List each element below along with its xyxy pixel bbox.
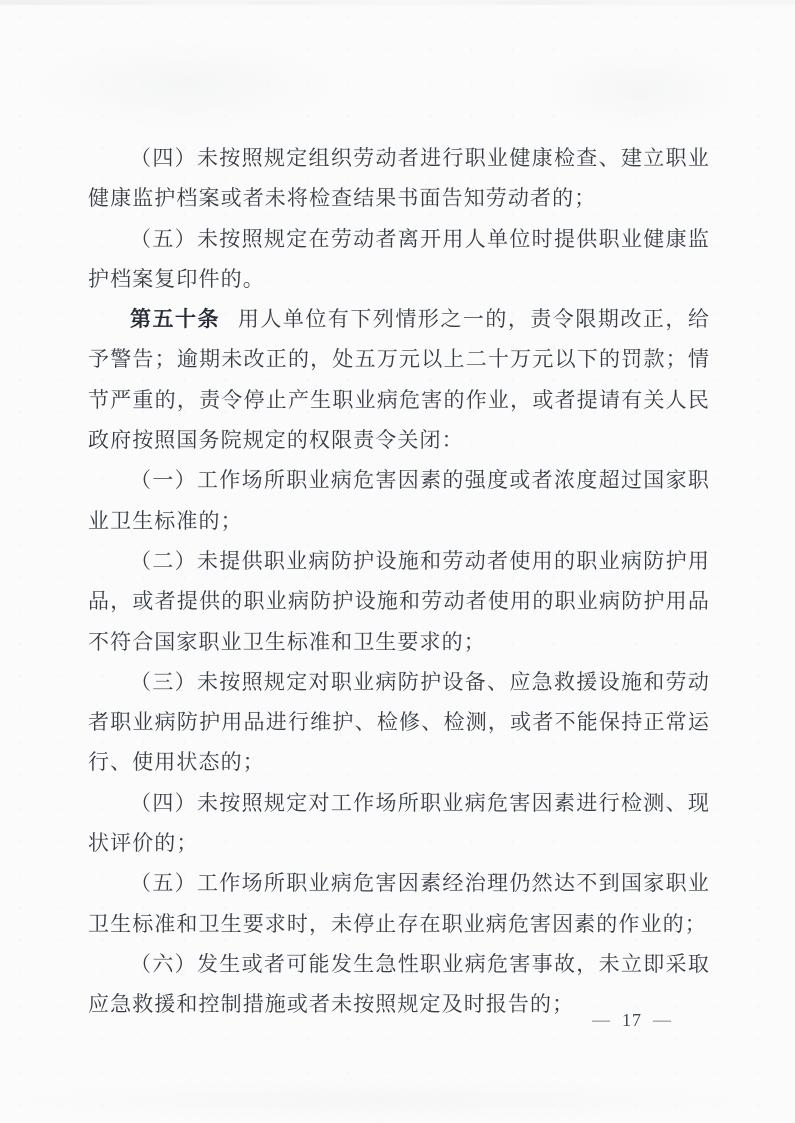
- clause-item-four: （四）未按照规定组织劳动者进行职业健康检查、建立职业健康监护档案或者未将检查结果书面告知劳动者的；: [88, 146, 710, 211]
- page-number-dash-right: —: [653, 1011, 672, 1029]
- scan-artifact-top-edge: [0, 0, 795, 5]
- article-50-subitem-5: （五）工作场所职业病危害因素经治理仍然达不到国家职业卫生标准和卫生要求时，未停止存在职业病危害因素的作业的；: [88, 871, 710, 936]
- scan-artifact-smudge: [540, 50, 740, 130]
- document-body: [88, 138, 710, 1025]
- article-50-subitem-3: （三）未按照规定对职业病防护设备、应急救援设施和劳动者职业病防护用品进行维护、检修、检测，或者不能保持正常运行、使用状态的；: [88, 669, 710, 775]
- page-number: [592, 1010, 672, 1031]
- article-50-subitem-1: （一）工作场所职业病危害因素的强度或者浓度超过国家职业卫生标准的；: [88, 468, 710, 533]
- article-50-number: 第五十条: [130, 307, 221, 332]
- scan-artifact-smudge: [30, 40, 340, 130]
- clause-item-five: （五）未按照规定在劳动者离开用人单位时提供职业健康监护档案复印件的。: [88, 226, 710, 291]
- page-number-value: 17: [622, 1010, 642, 1030]
- article-50-subitem-2: （二）未提供职业病防护设施和劳动者使用的职业病防护用品，或者提供的职业病防护设施和劳动者使用的职业病防护用品不符合国家职业卫生标准和卫生要求的；: [88, 548, 710, 654]
- article-50-subitem-6: （六）发生或者可能发生急性职业病危害事故，未立即采取应急救援和控制措施或者未按照规定及时报告的；: [88, 951, 710, 1017]
- article-50-subitem-4: （四）未按照规定对工作场所职业病危害因素进行检测、现状评价的；: [88, 790, 710, 856]
- article-50-intro-text: 用人单位有下列情形之一的，责令限期改正，给予警告；逾期未改正的，处五万元以上二十万元以下的罚款；情节严重的，责令停止产生职业病危害的作业，或者提请有关人民政府按照国务院规定的权限责令关闭：: [88, 307, 710, 453]
- page-number-dash-left: —: [592, 1011, 611, 1029]
- article-50-paragraph: [88, 299, 710, 460]
- scan-artifact-smudge: [0, 1080, 760, 1120]
